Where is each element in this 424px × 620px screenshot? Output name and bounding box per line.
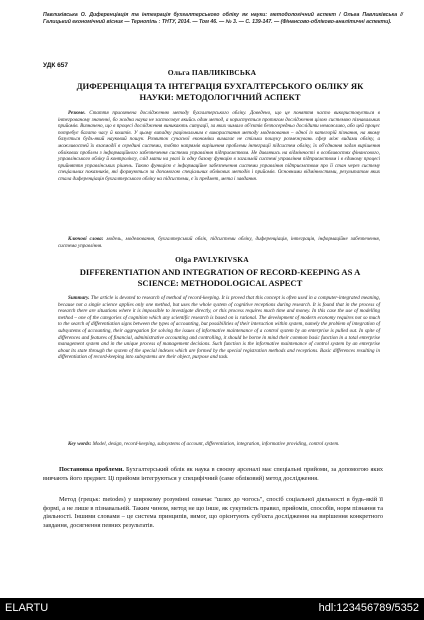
- author-name-en: Olga PAVLYKIVSKA: [175, 255, 249, 264]
- abstract-label-ua: Резюме.: [68, 110, 86, 116]
- repository-name: ELARTU: [5, 602, 49, 614]
- handle-identifier: hdl:123456789/5352: [318, 602, 419, 614]
- body-paragraph-1-text: Бухгалтерський облік як наука в своєму арсеналі має спеціальні прийоми, за допомогою яких вивчають його предмет. Ці прийоми інтегруються у специфічний (саме обліковий) метод дослідження.: [43, 466, 383, 482]
- abstract-text-en: The article is devoted to research of method of record-keeping. It is proved that this concept is often used in a computer-integrated meaning, because not a single science applies only one method, but uses the whole system of cognitive receptions during research. It is found that in the process of research there are situations where it is impossible to investigate directly, or this process requires much time and money. In this case the use of modelling method – one of the categories of cognition which any scientific research is based on is rational. The development of modern economy requires not so much to the search of differentiation signs between the types of accounting, but possibilities of their interaction within system, namely the problem of integration of subsystems of accounting, their aggregation for solving the issues of informative maintenance of a control system by an enterprise is pulled out. In spite of differences and features of financial, administrative accounting and controlling, it should be borne in mind their common basic function in a total enterprise management system and in the unique process of management decisions. Such function is the informative maintenance of control system by an enterprise about its state through the system of the special indexes which are formed by the special registration methods and receptions. Basic differences resulting in differentiation of record-keeping into subsystems are their object, purpose and task.: [58, 295, 381, 361]
- abstract-en: [58, 295, 380, 361]
- udk-code: УДК 657: [43, 62, 68, 69]
- article-title-ua: ДИФЕРЕНЦІАЦІЯ ТА ІНТЕГРАЦІЯ БУХГАЛТЕРСЬКОГО ОБЛІКУ ЯК НАУКИ: МЕТОДОЛОГІЧНИЙ АСПЕКТ: [76, 81, 364, 102]
- keywords-text-en: Model, design, record-keeping, subsystems of account, differentiation, integration, informative providing, control system.: [92, 441, 340, 447]
- running-head-citation: Павликівська О. Диференціація та інтеграція бухгалтерського обліку як науки: методологічний аспект / Ольга Павликівська // Галицький економічний вісник — Тернопіль : ТНТУ, 2014. — Том 46. — № 3. — С. 139-147. — (Фінансово-обліково-аналітичні аспекти).: [43, 12, 403, 25]
- keywords-en: [58, 441, 380, 448]
- repository-footer-bar: [0, 598, 424, 620]
- abstract-text-ua: Стаття присвячена дослідженню методу бухгалтерського обліку. Доведено, що це поняття часто використовується в інтегрованому значенні, бо жодна наука не застосовує якийсь один метод, а користується протягом дослідження цілою системою пізнавальних прийомів. Визначено, що в процесі дослідження виникають ситуації, за яких чимало об'єктів безпосередньо дослідити неможливо, або цей процес потребує багато часу й коштів. У цьому випадку раціональним є використання методу моделювання – одної із категорій пізнання, на якому базується будь-який науковий пошук. Розвиток сучасної економіки вимагає не стільки пошуку розмежувань сфер між видами обліку, а можливостей їх взаємодії в середині системи, тобто напрямів вирішення проблеми інтеграції підсистем обліку, їх об'єднання задля вирішення облікових проблем з інформаційного забезпечення системи управління підприємством. Не дивлячись на відмінності в особливостях фінансового, управлінського обліку й контролінгу, слід мати на увазі їх одну базову функцію в загальній системі управління підприємством і в єдиному процесі прийняття управлінських рішень. Такою функцією є інформаційне забезпечення системи управління підприємством про її стан через систему спеціальних показників, які формуються за допомогою спеціальних облікових методів і прийомів. Основними відмінностями, результатом яких стала диференціація бухгалтерського обліку на підсистеми, є їх предмет, мета і завдання.: [58, 110, 380, 182]
- keywords-label-en: Key words:: [68, 441, 92, 447]
- abstract-label-en: Summary.: [68, 295, 90, 301]
- article-title-en: DIFFERENTIATION AND INTEGRATION OF RECORD-KEEPING AS A SCIENCE: METHODOLOGICAL ASPECT: [79, 267, 361, 288]
- body-paragraph-2: Метод (грецьк: metodes) у широкому розумінні означає "шлях до чогось", спосіб соціальної діяльності в будь-якій її формі, а не лише в пізнавальній. Таким чином, метод не що інше, як сукупність правил, прийомів, способів, норм пізнання та діяльності. Іншими словами – це система принципів, вимог, що орієнтують суб'єкта дослідження на вирішення конкретного завдання, досягнення певних результатів.: [43, 496, 383, 529]
- keywords-label-ua: Ключові слова:: [68, 236, 104, 242]
- author-name-ua: Ольга ПАВЛИКІВСЬКА: [167, 68, 257, 77]
- abstract-ua: [58, 110, 380, 183]
- keywords-text-ua: модель, моделювання, бухгалтерський облік, підсистеми обліку, диференціація, інтеграція, інформаційне забезпечення, система управління.: [58, 236, 380, 249]
- section-label: Постановка проблеми.: [59, 466, 124, 473]
- keywords-ua: [58, 236, 380, 249]
- body-paragraph-1: [43, 466, 383, 483]
